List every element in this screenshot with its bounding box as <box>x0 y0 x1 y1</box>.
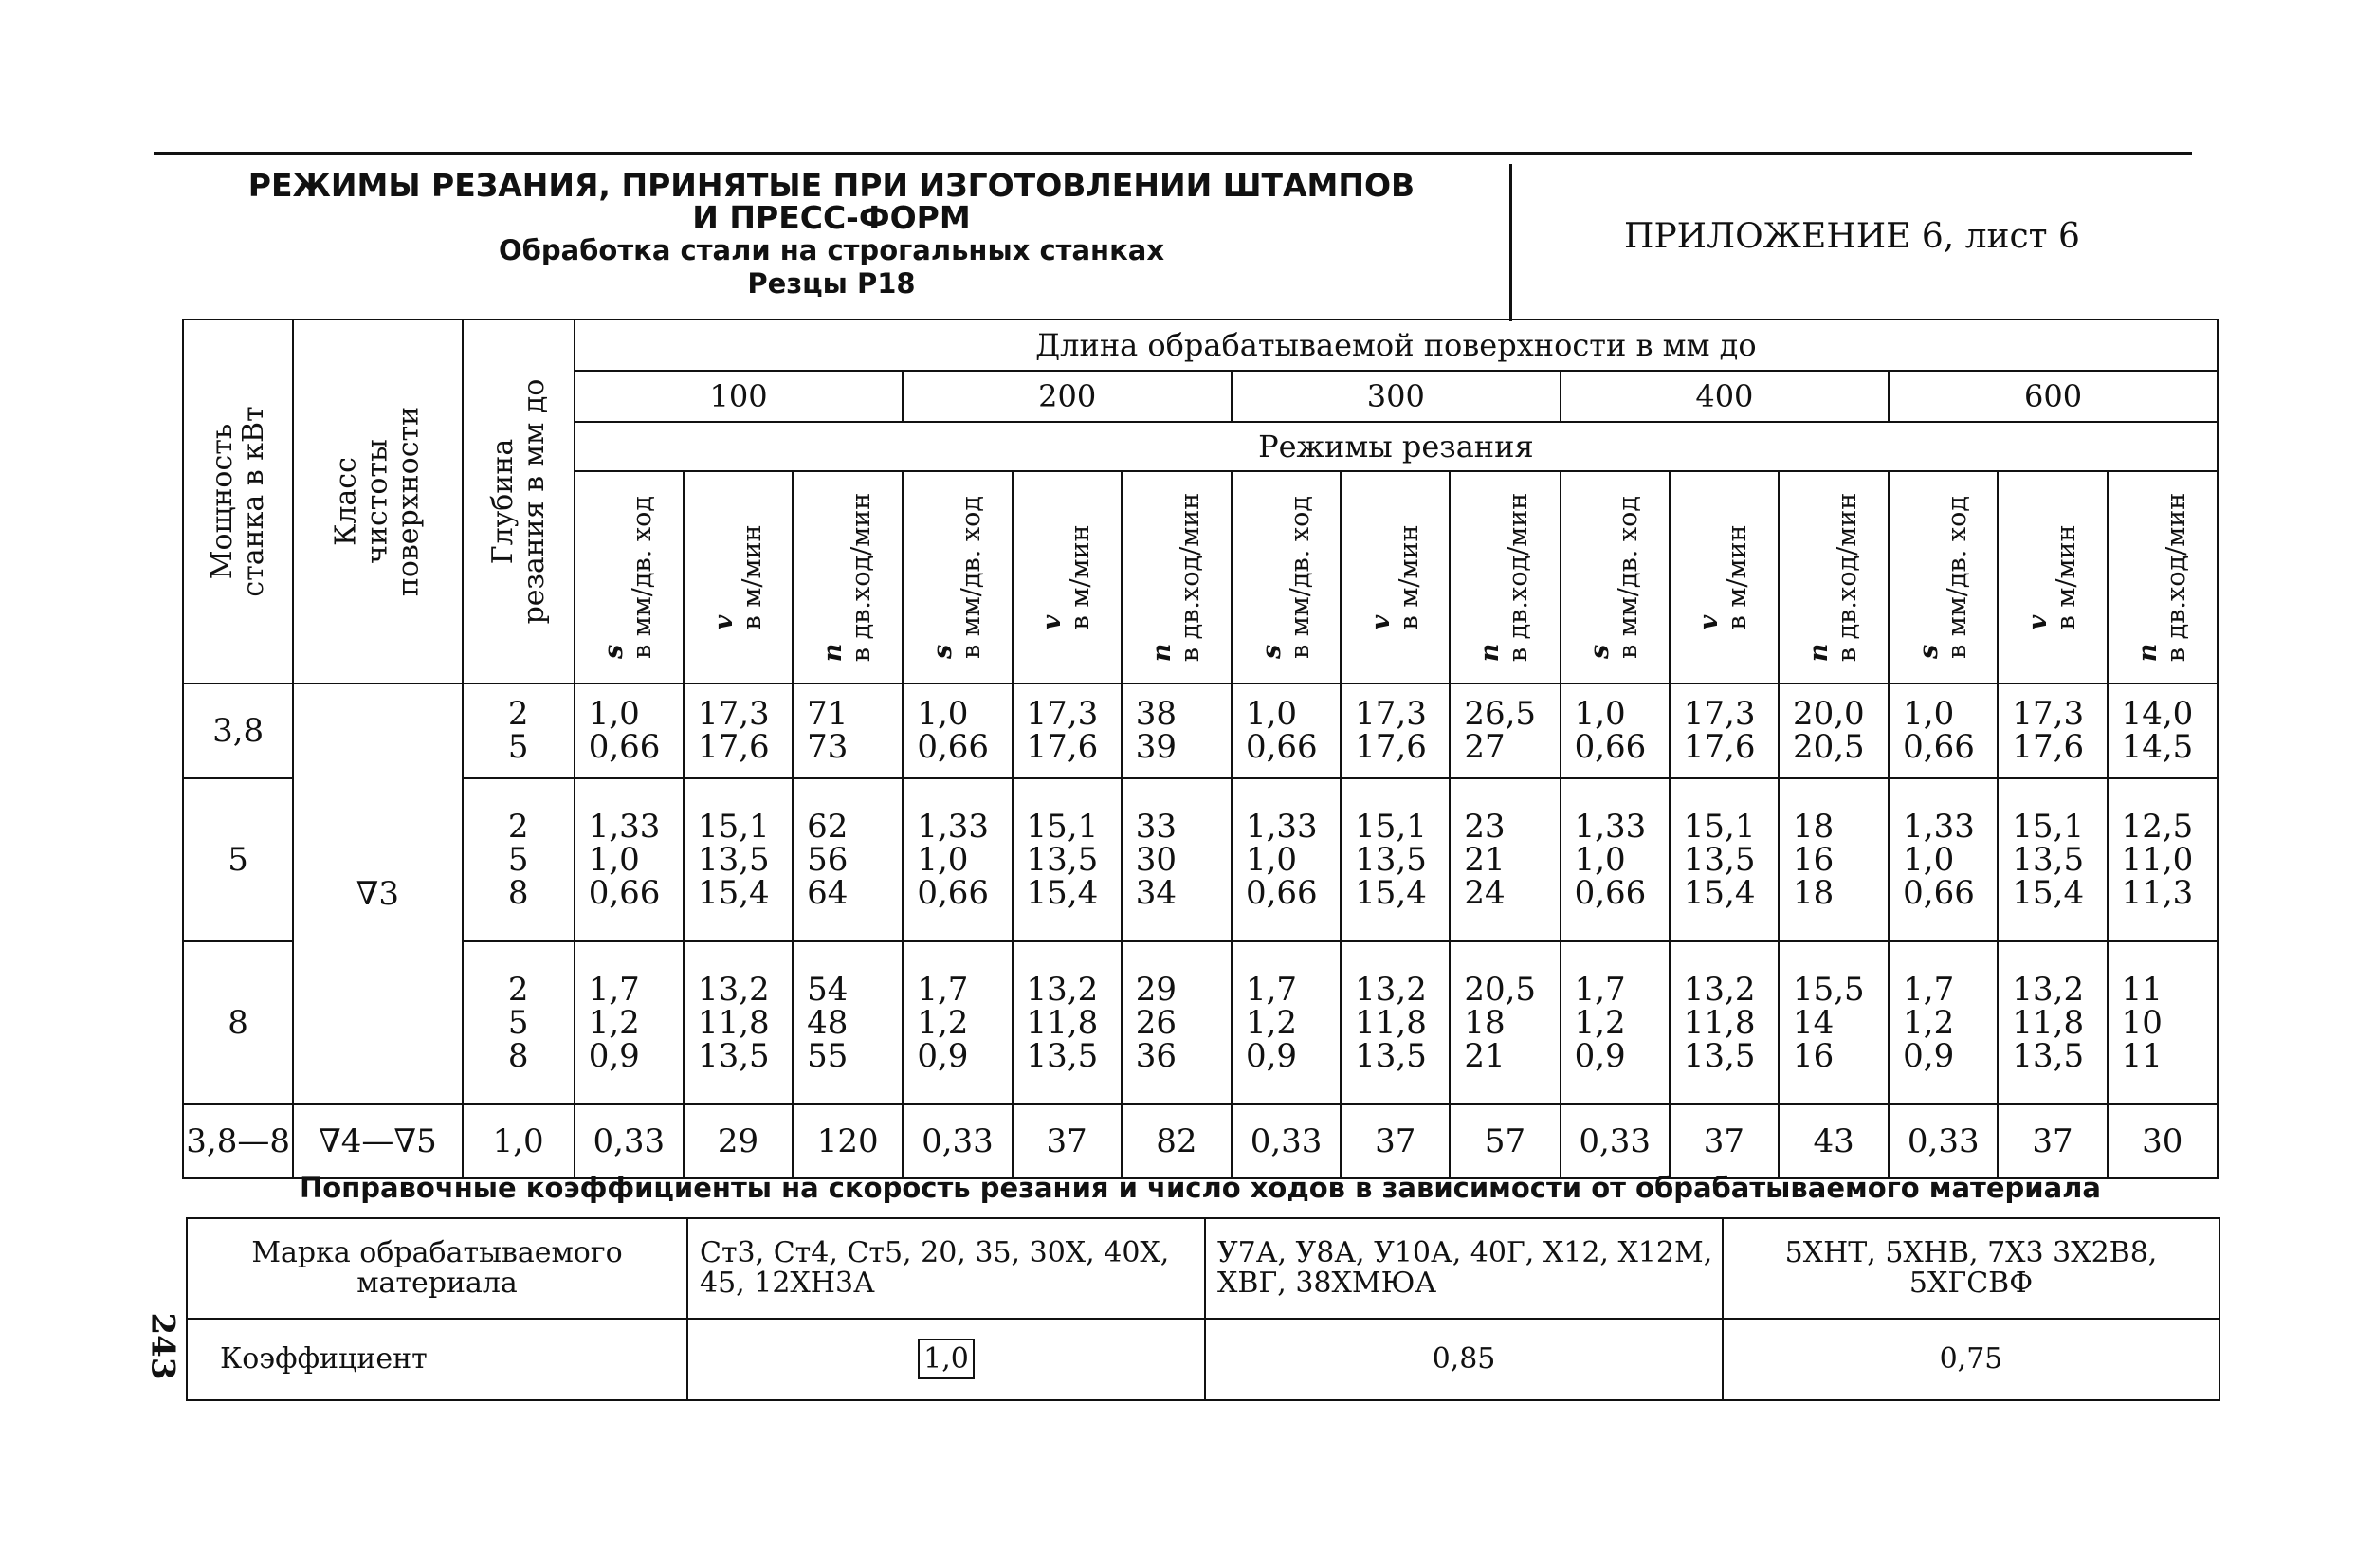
value-cell: 1,0 0,66 <box>1561 684 1670 778</box>
length-4: 600 <box>1889 371 2218 422</box>
subheader-symbol: n <box>1146 643 1177 663</box>
value-cell: 38 39 <box>1122 684 1232 778</box>
subheader-unit: в м/мин <box>737 524 767 630</box>
subheader-s-2 <box>1232 471 1341 684</box>
material-group-3: 5ХНТ, 5ХНВ, 7Х3 3Х2В8, 5ХГСВФ <box>1723 1218 2219 1319</box>
page-header <box>154 152 2192 321</box>
subheader-v-3 <box>1670 471 1779 684</box>
subheader-symbol: s <box>1913 644 1944 659</box>
header-title-block <box>154 167 1509 301</box>
value-cell: 71 73 <box>793 684 903 778</box>
coefficient-1-value: 1,0 <box>918 1339 975 1379</box>
value-cell: 20,0 20,5 <box>1779 684 1889 778</box>
value-cell: 1,7 1,2 0,9 <box>1889 941 1998 1104</box>
subheader-n-4 <box>2108 471 2218 684</box>
subheader-symbol: v <box>2022 614 2053 630</box>
value-cell: 0,33 <box>903 1104 1012 1178</box>
value-cell: 57 <box>1450 1104 1560 1178</box>
value-cell: 54 48 55 <box>793 941 903 1104</box>
table-row <box>183 684 2218 778</box>
value-cell: 12,5 11,0 11,3 <box>2108 778 2218 941</box>
value-cell: 13,2 11,8 13,5 <box>684 941 793 1104</box>
material-group-1: Ст3, Ст4, Ст5, 20, 35, 30Х, 40Х, 45, 12ХН3А <box>687 1218 1205 1319</box>
value-cell: 17,3 17,6 <box>1341 684 1450 778</box>
value-cell: 120 <box>793 1104 903 1178</box>
value-cell: 43 <box>1779 1104 1889 1178</box>
page-number: 243 <box>143 1312 182 1380</box>
value-cell: 1,0 0,66 <box>1232 684 1341 778</box>
material-label: Марка обрабатываемого материала <box>187 1218 687 1319</box>
value-cell: 17,3 17,6 <box>1670 684 1779 778</box>
value-cell: 1,33 1,0 0,66 <box>1889 778 1998 941</box>
header-power-text: Мощность станка в кВт <box>206 406 271 597</box>
subheader-s-4 <box>1889 471 1998 684</box>
value-cell: 18 16 18 <box>1779 778 1889 941</box>
subheader-unit: в дв.ход/мин <box>1175 492 1205 663</box>
title-line-2: И ПРЕСС-ФОРМ <box>692 199 971 236</box>
value-cell: 1,0 0,66 <box>575 684 684 778</box>
last-power-cell: 3,8—8 <box>183 1104 293 1178</box>
value-cell: 13,2 11,8 13,5 <box>1341 941 1450 1104</box>
subheader-n-3 <box>1779 471 1889 684</box>
subheader-unit: в дв.ход/мин <box>1504 492 1534 663</box>
value-cell: 1,7 1,2 0,9 <box>903 941 1012 1104</box>
subheader-symbol: n <box>2132 643 2163 663</box>
value-cell: 37 <box>1998 1104 2107 1178</box>
value-cell: 15,1 13,5 15,4 <box>1013 778 1122 941</box>
value-cell: 1,7 1,2 0,9 <box>1561 941 1670 1104</box>
subheader-symbol: s <box>927 644 958 659</box>
value-cell: 0,33 <box>1561 1104 1670 1178</box>
table-row <box>183 778 2218 941</box>
value-cell: 1,33 1,0 0,66 <box>575 778 684 941</box>
value-cell: 14,0 14,5 <box>2108 684 2218 778</box>
value-cell: 0,33 <box>575 1104 684 1178</box>
subheader-n-1 <box>1122 471 1232 684</box>
value-cell: 13,2 11,8 13,5 <box>1013 941 1122 1104</box>
value-cell: 15,1 13,5 15,4 <box>684 778 793 941</box>
subheader-v-0 <box>684 471 793 684</box>
value-cell: 29 26 36 <box>1122 941 1232 1104</box>
modes-header: Режимы резания <box>575 422 2218 471</box>
value-cell: 15,1 13,5 15,4 <box>1670 778 1779 941</box>
material-group-2: У7А, У8А, У10А, 40Г, Х12, Х12М, ХВГ, 38ХМЮА <box>1205 1218 1723 1319</box>
last-depth-cell: 1,0 <box>463 1104 575 1178</box>
appendix-label: ПРИЛОЖЕНИЕ 6, лист 6 <box>1624 217 2080 256</box>
value-cell: 11 10 11 <box>2108 941 2218 1104</box>
coefficient-2: 0,85 <box>1205 1319 1723 1400</box>
depth-cell: 2 5 8 <box>463 941 575 1104</box>
subheader-unit: в мм/дв. ход <box>1942 496 1972 659</box>
subheader-n-2 <box>1450 471 1560 684</box>
title-line-1: РЕЖИМЫ РЕЗАНИЯ, ПРИНЯТЫЕ ПРИ ИЗГОТОВЛЕНИИ ШТАМПОВ <box>247 167 1415 204</box>
length-header: Длина обрабатываемой поверхности в мм до <box>575 319 2218 371</box>
value-cell: 15,1 13,5 15,4 <box>1341 778 1450 941</box>
depth-cell: 2 5 8 <box>463 778 575 941</box>
header-power <box>183 319 293 684</box>
subheader-symbol: s <box>1585 644 1616 659</box>
table-row <box>183 941 2218 1104</box>
coefficient-3: 0,75 <box>1723 1319 2219 1400</box>
value-cell: 29 <box>684 1104 793 1178</box>
table-row <box>183 1104 2218 1178</box>
coefficient-1 <box>687 1319 1205 1400</box>
length-1: 200 <box>903 371 1232 422</box>
value-cell: 30 <box>2108 1104 2218 1178</box>
subheader-v-1 <box>1013 471 1122 684</box>
value-cell: 17,3 17,6 <box>1998 684 2107 778</box>
class-cell: ∇3 <box>293 684 462 1104</box>
length-2: 300 <box>1232 371 1561 422</box>
value-cell: 13,2 11,8 13,5 <box>1998 941 2107 1104</box>
cutting-modes-table <box>182 319 2219 1179</box>
last-class-cell: ∇4—∇5 <box>293 1104 462 1178</box>
header-depth-text: Глубина резания в мм до <box>485 378 551 625</box>
subheader-symbol: v <box>1694 614 1725 630</box>
value-cell: 1,33 1,0 0,66 <box>903 778 1012 941</box>
length-3: 400 <box>1561 371 1890 422</box>
value-cell: 1,7 1,2 0,9 <box>1232 941 1341 1104</box>
header-class <box>293 319 462 684</box>
value-cell: 13,2 11,8 13,5 <box>1670 941 1779 1104</box>
value-cell: 37 <box>1013 1104 1122 1178</box>
length-0: 100 <box>575 371 904 422</box>
subheader-unit: в мм/дв. ход <box>1614 496 1644 659</box>
subheader-s-0 <box>575 471 684 684</box>
value-cell: 1,0 0,66 <box>903 684 1012 778</box>
value-cell: 0,33 <box>1232 1104 1341 1178</box>
subheader-s-3 <box>1561 471 1670 684</box>
subheader-unit: в м/мин <box>2051 524 2081 630</box>
value-cell: 1,33 1,0 0,66 <box>1232 778 1341 941</box>
value-cell: 17,3 17,6 <box>1013 684 1122 778</box>
value-cell: 17,3 17,6 <box>684 684 793 778</box>
subheader-symbol: n <box>1804 643 1835 663</box>
value-cell: 82 <box>1122 1104 1232 1178</box>
coefficient-label: Коэффициент <box>187 1319 687 1400</box>
subtitle: Обработка стали на строгальных станках <box>498 234 1165 266</box>
subheader-unit: в мм/дв. ход <box>956 496 986 659</box>
header-depth <box>463 319 575 684</box>
subheader-unit: в м/мин <box>1394 524 1424 630</box>
subheader-v-4 <box>1998 471 2107 684</box>
power-cell: 3,8 <box>183 684 293 778</box>
subheader-unit: в дв.ход/мин <box>2161 492 2191 663</box>
subheader-symbol: n <box>818 643 849 663</box>
subheader-symbol: v <box>1365 614 1396 630</box>
subheader-unit: в дв.ход/мин <box>1833 492 1863 663</box>
value-cell: 37 <box>1341 1104 1450 1178</box>
subheader-unit: в м/мин <box>1066 524 1096 630</box>
corrections-title: Поправочные коэффициенты на скорость резания и число ходов в зависимости от обрабатываемого материала <box>300 1172 2101 1204</box>
value-cell: 1,7 1,2 0,9 <box>575 941 684 1104</box>
corrections-table <box>186 1217 2220 1401</box>
subheader-unit: в мм/дв. ход <box>1285 496 1315 659</box>
subheader-symbol: s <box>1256 644 1287 659</box>
subheader-symbol: v <box>1037 614 1068 630</box>
power-cell: 5 <box>183 778 293 941</box>
subheader-symbol: s <box>599 644 630 659</box>
subheader-unit: в мм/дв. ход <box>628 496 658 659</box>
value-cell: 33 30 34 <box>1122 778 1232 941</box>
depth-cell: 2 5 <box>463 684 575 778</box>
value-cell: 26,5 27 <box>1450 684 1560 778</box>
value-cell: 23 21 24 <box>1450 778 1560 941</box>
value-cell: 37 <box>1670 1104 1779 1178</box>
subheader-s-1 <box>903 471 1012 684</box>
value-cell: 0,33 <box>1889 1104 1998 1178</box>
value-cell: 15,5 14 16 <box>1779 941 1889 1104</box>
subheader-symbol: v <box>708 614 739 630</box>
subheader-unit: в дв.ход/мин <box>847 492 877 663</box>
value-cell: 1,0 0,66 <box>1889 684 1998 778</box>
tool-label: Резцы Р18 <box>747 267 916 300</box>
value-cell: 1,33 1,0 0,66 <box>1561 778 1670 941</box>
subheader-unit: в м/мин <box>1723 524 1753 630</box>
header-class-text: Класс чистоты поверхности <box>329 406 426 597</box>
subheader-n-0 <box>793 471 903 684</box>
value-cell: 62 56 64 <box>793 778 903 941</box>
value-cell: 20,5 18 21 <box>1450 941 1560 1104</box>
power-cell: 8 <box>183 941 293 1104</box>
subheader-symbol: n <box>1475 643 1506 663</box>
subheader-v-2 <box>1341 471 1450 684</box>
value-cell: 15,1 13,5 15,4 <box>1998 778 2107 941</box>
